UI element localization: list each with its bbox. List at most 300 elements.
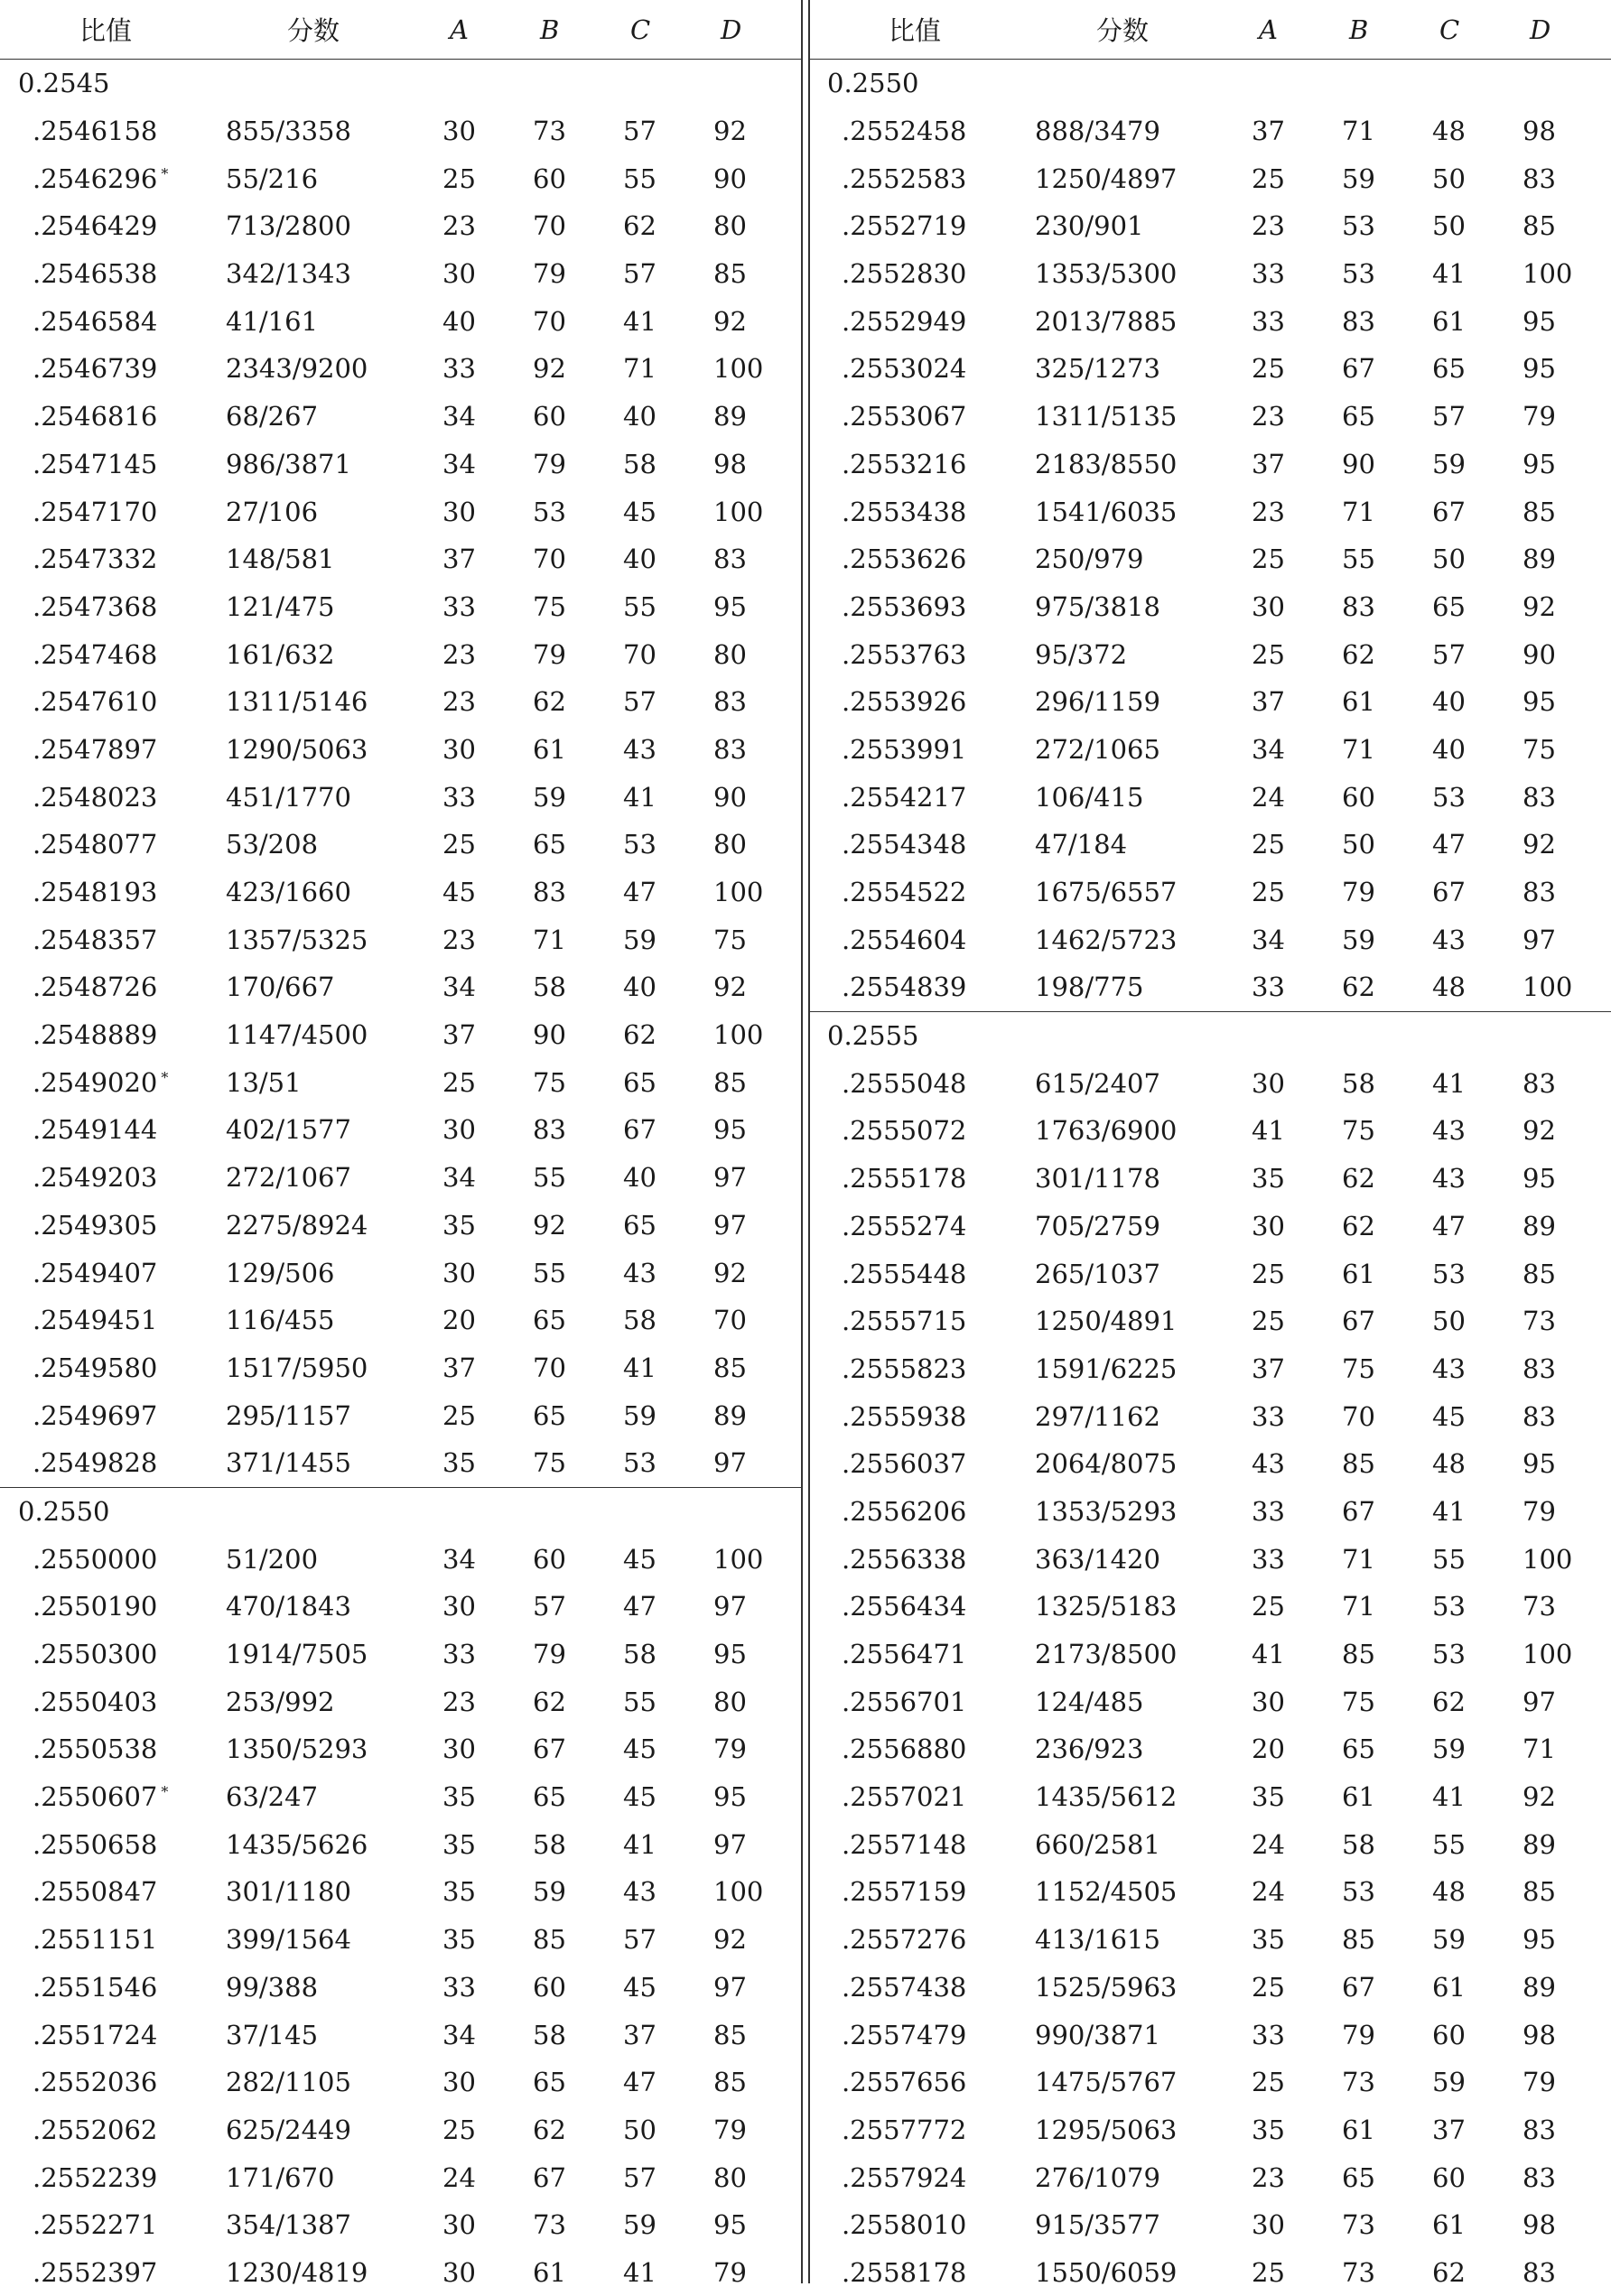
b-cell: 67: [1342, 353, 1375, 385]
a-cell: 34: [442, 2019, 476, 2050]
d-cell: 83: [1523, 781, 1556, 813]
table-row: [809, 583, 1611, 631]
fraction-cell: 1550/6059: [1035, 2256, 1178, 2288]
fraction-cell: 106/415: [1035, 781, 1144, 813]
a-cell: 25: [442, 829, 476, 860]
ratio-value: .2549407: [33, 1257, 158, 1288]
a-cell: 24: [1252, 1828, 1285, 1860]
ratio-cell: [809, 1678, 1035, 1725]
b-cell: 83: [533, 1114, 566, 1146]
fraction-cell: 1675/6557: [1035, 877, 1178, 908]
ratio-value: .2547368: [33, 590, 158, 622]
b-cell: 61: [1342, 2114, 1375, 2145]
b-cell: 62: [1342, 971, 1375, 1003]
d-cell: 100: [713, 1019, 764, 1051]
fraction-cell: 402/1577: [226, 1114, 351, 1146]
ratio-value: .2555072: [842, 1115, 967, 1147]
d-cell: 79: [1523, 1495, 1556, 1527]
fraction-cell: 296/1159: [1035, 686, 1160, 718]
fraction-cell: 371/1455: [226, 1447, 351, 1479]
table-row: [0, 1773, 802, 1821]
d-cell: 95: [1523, 686, 1556, 718]
d-cell: 71: [1523, 1734, 1556, 1765]
asterisk-mark: *: [161, 1068, 169, 1086]
a-cell: 33: [1252, 1543, 1285, 1575]
c-cell: 40: [623, 544, 657, 575]
c-cell: 53: [1432, 781, 1466, 813]
b-cell: 75: [533, 1066, 566, 1098]
b-cell: 65: [533, 829, 566, 860]
b-cell: 67: [1342, 1495, 1375, 1527]
header-b: B: [533, 0, 623, 60]
ratio-cell: [0, 1297, 226, 1344]
fraction-cell: 325/1273: [1035, 353, 1160, 385]
ratio-value: .2553991: [842, 733, 967, 765]
c-cell: 67: [1432, 877, 1466, 908]
d-cell: 92: [713, 1257, 747, 1288]
b-cell: 75: [533, 1447, 566, 1479]
c-cell: 65: [1432, 353, 1466, 385]
table-row: [0, 1678, 802, 1725]
d-cell: 92: [713, 116, 747, 147]
b-cell: 79: [1342, 2019, 1375, 2050]
fraction-cell: 1147/4500: [226, 1019, 368, 1051]
b-cell: 73: [1342, 2067, 1375, 2098]
ratio-value: .2553763: [842, 638, 967, 670]
table-row: [809, 821, 1611, 869]
ratio-cell: [0, 726, 226, 774]
d-cell: 95: [1523, 448, 1556, 479]
ratio-value: .2556037: [842, 1448, 967, 1480]
c-cell: 71: [623, 353, 657, 385]
fraction-cell: 413/1615: [1035, 1924, 1160, 1956]
ratio-cell: [809, 2249, 1035, 2296]
d-cell: 95: [1523, 1448, 1556, 1480]
d-cell: 70: [713, 1305, 747, 1336]
asterisk-mark: *: [161, 164, 169, 182]
header-a: A: [442, 0, 533, 60]
ratio-cell: [809, 1297, 1035, 1345]
b-cell: 53: [1342, 210, 1375, 242]
fraction-cell: 198/775: [1035, 971, 1144, 1003]
d-cell: 85: [713, 1352, 747, 1383]
a-cell: 34: [1252, 733, 1285, 765]
d-cell: 75: [713, 924, 747, 955]
header-ratio: 比值: [0, 0, 226, 60]
b-cell: 92: [533, 353, 566, 385]
fraction-cell: 51/200: [226, 1543, 319, 1575]
table-row: [0, 2153, 802, 2201]
d-cell: 83: [1523, 1067, 1556, 1099]
c-cell: 53: [623, 829, 657, 860]
a-cell: 35: [442, 1924, 476, 1956]
table-row: [0, 1868, 802, 1916]
header-a: A: [1252, 0, 1342, 60]
b-cell: 65: [1342, 401, 1375, 432]
fraction-cell: 423/1660: [226, 877, 351, 908]
c-cell: 58: [623, 448, 657, 479]
ratio-cell: [0, 821, 226, 869]
table-row: [809, 1964, 1611, 2012]
c-cell: 50: [623, 2114, 657, 2145]
d-cell: 85: [1523, 496, 1556, 527]
d-cell: 97: [1523, 1686, 1556, 1717]
c-cell: 45: [623, 1734, 657, 1765]
table-row: [809, 630, 1611, 678]
ratio-value: .2547170: [33, 496, 158, 527]
d-cell: 79: [713, 1734, 747, 1765]
table-row: [0, 250, 802, 298]
b-cell: 73: [1342, 2256, 1375, 2288]
a-cell: 33: [1252, 258, 1285, 290]
fraction-cell: 265/1037: [1035, 1258, 1160, 1289]
a-cell: 30: [442, 1734, 476, 1765]
b-cell: 65: [533, 2067, 566, 2098]
ratio-cell: [809, 1583, 1035, 1631]
ratio-cell: [0, 1868, 226, 1916]
b-cell: 55: [533, 1257, 566, 1288]
b-cell: 75: [533, 590, 566, 622]
a-cell: 30: [442, 116, 476, 147]
table-row: [809, 1392, 1611, 1440]
b-cell: 62: [1342, 1210, 1375, 1241]
c-cell: 45: [623, 1543, 657, 1575]
b-cell: 62: [533, 1686, 566, 1717]
d-cell: 98: [1523, 2209, 1556, 2241]
c-cell: 43: [623, 733, 657, 765]
fraction-cell: 1525/5963: [1035, 1971, 1178, 2003]
ratio-cell: [0, 1344, 226, 1392]
table-row: [0, 583, 802, 631]
ratio-cell: [0, 2011, 226, 2059]
ratio-cell: [0, 1916, 226, 1964]
ratio-value: .2548077: [33, 829, 158, 860]
fraction-cell: 399/1564: [226, 1924, 351, 1956]
fraction-cell: 1230/4819: [226, 2256, 368, 2288]
ratio-cell: [809, 1868, 1035, 1916]
c-cell: 48: [1432, 1876, 1466, 1908]
fraction-cell: 301/1180: [226, 1876, 351, 1908]
b-cell: 62: [1342, 638, 1375, 670]
b-cell: 70: [1342, 1400, 1375, 1432]
left-ratio-table: [0, 0, 802, 2296]
ratio-cell: [809, 535, 1035, 583]
d-cell: 79: [1523, 2067, 1556, 2098]
ratio-value: .2548726: [33, 971, 158, 1003]
table-row: [0, 202, 802, 250]
d-cell: 89: [713, 1399, 747, 1431]
c-cell: 43: [623, 1876, 657, 1908]
fraction-cell: 470/1843: [226, 1591, 351, 1622]
b-cell: 60: [533, 1971, 566, 2003]
ratio-value: .2548357: [33, 924, 158, 955]
b-cell: 62: [1342, 1163, 1375, 1194]
table-row: [809, 869, 1611, 916]
c-cell: 47: [623, 1591, 657, 1622]
c-cell: 53: [1432, 1258, 1466, 1289]
c-cell: 59: [1432, 1734, 1466, 1765]
d-cell: 97: [1523, 924, 1556, 955]
b-cell: 92: [533, 1209, 566, 1241]
b-cell: 61: [1342, 1781, 1375, 1813]
c-cell: 45: [1432, 1400, 1466, 1432]
fraction-cell: 1435/5612: [1035, 1781, 1178, 1813]
d-cell: 79: [713, 2256, 747, 2288]
d-cell: 89: [1523, 1828, 1556, 1860]
c-cell: 40: [1432, 733, 1466, 765]
b-cell: 65: [1342, 1734, 1375, 1765]
fraction-cell: 625/2449: [226, 2114, 351, 2145]
table-row: [809, 2059, 1611, 2106]
c-cell: 60: [1432, 2161, 1466, 2193]
ratio-value: .2550300: [33, 1639, 158, 1670]
d-cell: 97: [713, 1828, 747, 1860]
a-cell: 20: [442, 1305, 476, 1336]
table-row: [809, 1440, 1611, 1488]
a-cell: 24: [442, 2161, 476, 2193]
c-cell: 53: [1432, 1591, 1466, 1622]
c-cell: 53: [1432, 1639, 1466, 1670]
a-cell: 37: [1252, 116, 1285, 147]
a-cell: 23: [442, 924, 476, 955]
table-row: [809, 1345, 1611, 1393]
fraction-cell: 170/667: [226, 971, 335, 1003]
c-cell: 59: [623, 2209, 657, 2241]
a-cell: 34: [1252, 924, 1285, 955]
ratio-value: .2557438: [842, 1971, 967, 2003]
fraction-cell: 705/2759: [1035, 1210, 1160, 1241]
d-cell: 100: [1523, 971, 1573, 1003]
ratio-value: .2557656: [842, 2067, 967, 2098]
table-row: [0, 393, 802, 441]
d-cell: 97: [713, 1971, 747, 2003]
c-cell: 45: [623, 1781, 657, 1813]
a-cell: 35: [1252, 1163, 1285, 1194]
a-cell: 25: [1252, 2256, 1285, 2288]
ratio-value: .2553926: [842, 686, 967, 718]
ratio-value: .2558178: [842, 2256, 967, 2288]
a-cell: 25: [442, 2114, 476, 2145]
ratio-cell: [809, 1059, 1035, 1107]
fraction-cell: 1353/5293: [1035, 1495, 1178, 1527]
a-cell: 45: [442, 877, 476, 908]
table-row: [809, 441, 1611, 488]
fraction-cell: 1311/5146: [226, 686, 368, 718]
ratio-cell: [0, 1964, 226, 2012]
ratio-cell: [809, 1203, 1035, 1250]
ratio-value: .2557021: [842, 1781, 967, 1813]
c-cell: 58: [623, 1639, 657, 1670]
ratio-cell: [809, 630, 1035, 678]
b-cell: 60: [1342, 781, 1375, 813]
c-cell: 48: [1432, 971, 1466, 1003]
header-ratio: 比值: [809, 0, 1035, 60]
ratio-value: .2546739: [33, 353, 158, 385]
table-row: [0, 1631, 802, 1678]
d-cell: 92: [713, 1924, 747, 1956]
table-row: [0, 2059, 802, 2106]
b-cell: 75: [1342, 1115, 1375, 1147]
ratio-cell: [0, 154, 226, 202]
fraction-cell: 1357/5325: [226, 924, 368, 955]
ratio-value: .2553693: [842, 590, 967, 622]
ratio-value: .2554604: [842, 924, 967, 955]
table-row: [809, 535, 1611, 583]
b-cell: 60: [533, 163, 566, 194]
table-row: [0, 2249, 802, 2296]
b-cell: 58: [1342, 1067, 1375, 1099]
fraction-cell: 975/3818: [1035, 590, 1160, 622]
ratio-cell: [809, 2011, 1035, 2059]
fraction-cell: 354/1387: [226, 2209, 351, 2241]
fraction-cell: 1435/5626: [226, 1828, 368, 1860]
c-cell: 61: [1432, 305, 1466, 337]
table-row: [0, 1297, 802, 1344]
d-cell: 100: [713, 496, 764, 527]
b-cell: 67: [533, 2161, 566, 2193]
b-cell: 61: [533, 2256, 566, 2288]
c-cell: 55: [623, 163, 657, 194]
fraction-cell: 272/1065: [1035, 733, 1160, 765]
c-cell: 41: [623, 1352, 657, 1383]
a-cell: 35: [1252, 1924, 1285, 1956]
c-cell: 57: [623, 116, 657, 147]
d-cell: 98: [1523, 2019, 1556, 2050]
header-row: [0, 0, 802, 60]
table-row: [809, 1725, 1611, 1773]
a-cell: 23: [442, 1686, 476, 1717]
fraction-cell: 95/372: [1035, 638, 1128, 670]
c-cell: 43: [1432, 1353, 1466, 1384]
ratio-value: .2548889: [33, 1019, 158, 1051]
table-row: [0, 107, 802, 155]
ratio-value: .2556880: [842, 1734, 967, 1765]
fraction-cell: 2013/7885: [1035, 305, 1178, 337]
c-cell: 47: [623, 877, 657, 908]
table-row: [0, 535, 802, 583]
ratio-cell: [809, 1392, 1035, 1440]
c-cell: 45: [623, 496, 657, 527]
fraction-cell: 2183/8550: [1035, 448, 1178, 479]
ratio-value: .2549203: [33, 1162, 158, 1194]
table-row: [809, 2201, 1611, 2249]
c-cell: 61: [1432, 2209, 1466, 2241]
fraction-cell: 986/3871: [226, 448, 351, 479]
fraction-cell: 297/1162: [1035, 1400, 1160, 1432]
fraction-cell: 124/485: [1035, 1686, 1144, 1717]
a-cell: 33: [442, 1971, 476, 2003]
a-cell: 25: [1252, 1971, 1285, 2003]
c-cell: 41: [623, 2256, 657, 2288]
b-cell: 79: [533, 638, 566, 670]
c-cell: 53: [623, 1447, 657, 1479]
fraction-cell: 171/670: [226, 2161, 335, 2193]
asterisk-mark: *: [161, 1783, 169, 1801]
fraction-cell: 301/1178: [1035, 1163, 1160, 1194]
fraction-cell: 990/3871: [1035, 2019, 1160, 2050]
table-row: [0, 726, 802, 774]
ratio-value: .2546816: [33, 401, 158, 432]
d-cell: 83: [713, 686, 747, 718]
fraction-cell: 1914/7505: [226, 1639, 368, 1670]
table-row: [809, 1297, 1611, 1345]
table-row: [0, 1344, 802, 1392]
fraction-cell: 2173/8500: [1035, 1639, 1178, 1670]
ratio-cell: [809, 393, 1035, 441]
ratio-value: .2550000: [33, 1543, 158, 1575]
fraction-cell: 915/3577: [1035, 2209, 1160, 2241]
fraction-cell: 342/1343: [226, 258, 351, 290]
d-cell: 83: [713, 733, 747, 765]
c-cell: 59: [1432, 1924, 1466, 1956]
ratio-value: .2552719: [842, 210, 967, 242]
b-cell: 71: [1342, 1543, 1375, 1575]
d-cell: 92: [1523, 590, 1556, 622]
a-cell: 23: [442, 638, 476, 670]
ratio-cell: [0, 1011, 226, 1059]
c-cell: 41: [1432, 258, 1466, 290]
b-cell: 79: [533, 448, 566, 479]
d-cell: 92: [1523, 1781, 1556, 1813]
ratio-cell: [0, 1678, 226, 1725]
ratio-value: .2546429: [33, 210, 158, 242]
table-row: [0, 1011, 802, 1059]
b-cell: 58: [533, 1828, 566, 1860]
a-cell: 23: [1252, 2161, 1285, 2193]
table-row: [809, 726, 1611, 774]
table-row: [0, 963, 802, 1011]
section-header-row: [809, 60, 1611, 107]
b-cell: 58: [1342, 1828, 1375, 1860]
fraction-cell: 116/455: [226, 1305, 335, 1336]
b-cell: 71: [1342, 1591, 1375, 1622]
b-cell: 73: [1342, 2209, 1375, 2241]
ratio-value: .2556471: [842, 1639, 967, 1670]
fraction-cell: 68/267: [226, 401, 319, 432]
ratio-cell: [0, 1202, 226, 1250]
a-cell: 25: [1252, 1258, 1285, 1289]
c-cell: 37: [1432, 2114, 1466, 2145]
c-cell: 57: [623, 2161, 657, 2193]
d-cell: 80: [713, 829, 747, 860]
a-cell: 25: [1252, 1591, 1285, 1622]
ratio-cell: [0, 1583, 226, 1631]
fraction-cell: 53/208: [226, 829, 319, 860]
ratio-value: .2549828: [33, 1447, 158, 1479]
b-cell: 75: [1342, 1686, 1375, 1717]
ratio-value: .2549580: [33, 1352, 158, 1383]
a-cell: 30: [442, 1114, 476, 1146]
a-cell: 40: [442, 305, 476, 337]
d-cell: 95: [713, 2209, 747, 2241]
table-row: [0, 1154, 802, 1202]
ratio-value: .2556338: [842, 1543, 967, 1575]
ratio-cell: [0, 1773, 226, 1821]
ratio-value: .2556434: [842, 1591, 967, 1622]
b-cell: 75: [1342, 1353, 1375, 1384]
table-row: [0, 345, 802, 393]
ratio-value: .2551151: [33, 1924, 158, 1956]
d-cell: 85: [713, 1066, 747, 1098]
ratio-cell: [0, 583, 226, 631]
header-c: C: [1432, 0, 1523, 60]
b-cell: 61: [1342, 1258, 1375, 1289]
a-cell: 37: [442, 544, 476, 575]
d-cell: 83: [713, 544, 747, 575]
a-cell: 35: [442, 1781, 476, 1813]
fraction-cell: 13/51: [226, 1066, 302, 1098]
b-cell: 67: [1342, 1306, 1375, 1337]
